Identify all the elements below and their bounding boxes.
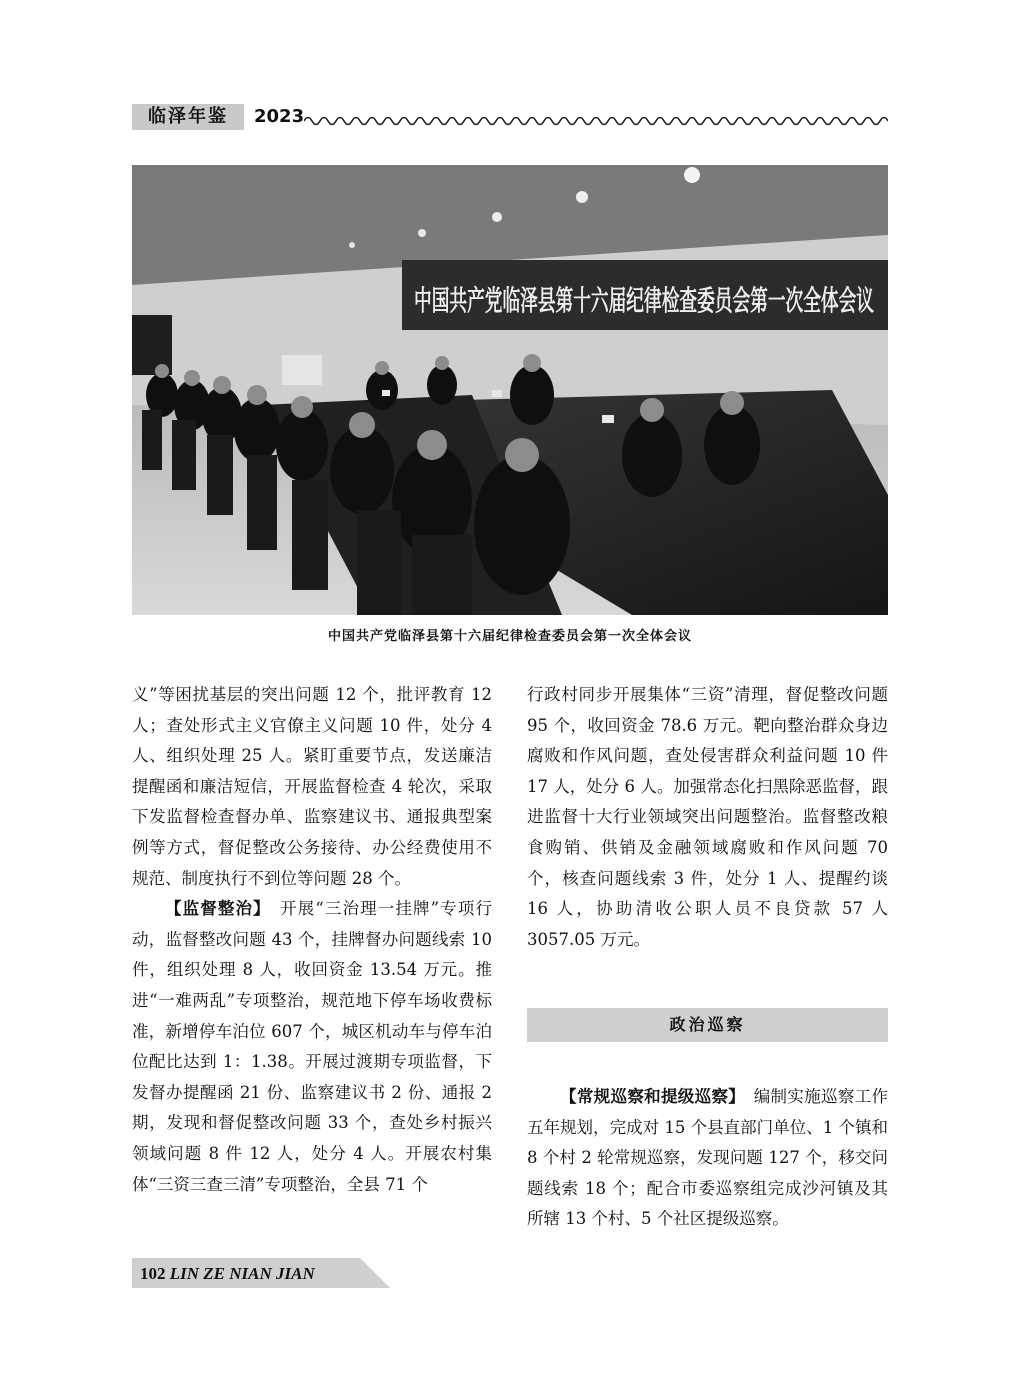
section-title-political-inspection: 政治巡察 (527, 1008, 888, 1042)
page-number: 102 (140, 1264, 166, 1283)
right-paragraph-1: 行政村同步开展集体“三资”清理，督促整改问题 95 个，收回资金 78.6 万元。靶向整治群众身边腐败和作风问题，查处侵害群众利益问题 10 件 17 人，处分 6 人。加强常态化扫黑除恶监督，跟进监督十大行业领域突出问题整治。监督整改粮食购销、供销及金融领域腐败和作风问题 70 个，核查问题线索 3 件，处分 1 人、提醒约谈 16 人，协助清收公职人员不良贷款 57 人 3057.05 万元。 (527, 685, 888, 949)
left-column (132, 680, 492, 1200)
right-column (527, 680, 888, 955)
supervision-rectification-body: 开展“三治理一挂牌”专项行动，监督整改问题 43 个，挂牌督办问题线索 10 件，组织处理 8 人，收回资金 13.54 万元。推进“一难两乱”专项整治，规范地下停车场收费标准，新增停车泊位 607 个，城区机动车与停车泊位配比达到 1：1.38。开展过渡期专项监督，下发督办提醒函 21 份、监察建议书 2 份、通报 2 期，发现和督促整改问题 33 个，查处乡村振兴领域问题 8 件 12 人，处分 4 人。开展农村集体“三资三查三清”专项整治，全县 71 个 (132, 899, 492, 1194)
page-header (132, 100, 888, 134)
photo-caption: 中国共产党临泽县第十六届纪律检查委员会第一次全体会议 (327, 629, 692, 644)
right-paragraph-2 (527, 1082, 888, 1235)
footer-label (140, 1263, 315, 1285)
left-paragraph-2 (132, 894, 492, 1200)
meeting-photo (132, 165, 888, 615)
banner-text: 中国共产党临泽县第十六届纪律检查委员会第一次全体会议 (414, 284, 874, 317)
yearbook-title: 临泽年鉴 (132, 104, 244, 130)
header-wave-rule (304, 114, 888, 128)
right-column-lower (527, 1082, 888, 1235)
running-title: LIN ZE NIAN JIAN (169, 1264, 315, 1283)
supervision-rectification-heading: 【监督整治】 (165, 899, 263, 919)
left-paragraph-1: 义”等困扰基层的突出问题 12 个，批评教育 12 人；查处形式主义官僚主义问题 10 件，处分 4 人、组织处理 25 人。紧盯重要节点，发送廉洁提醒函和廉洁短信，开展监督检查 4 轮次，采取下发监督检查督办单、监察建议书、通报典型案例等方式，督促整改公务接待、办公经费使用不规范、制度执行不到位等问题 28 个。 (132, 685, 492, 888)
yearbook-year: 2023 (254, 106, 305, 127)
page-footer (132, 1258, 392, 1290)
routine-inspection-body: 编制实施巡察工作五年规划，完成对 15 个县直部门单位、1 个镇和 8 个村 2 轮常规巡察，发现问题 127 个，移交问题线索 18 个；配合市委巡察组完成沙河镇及其所辖 13 个村、5 个社区提级巡察。 (527, 1087, 889, 1229)
routine-inspection-heading: 【常规巡察和提级巡察】 (560, 1087, 737, 1106)
